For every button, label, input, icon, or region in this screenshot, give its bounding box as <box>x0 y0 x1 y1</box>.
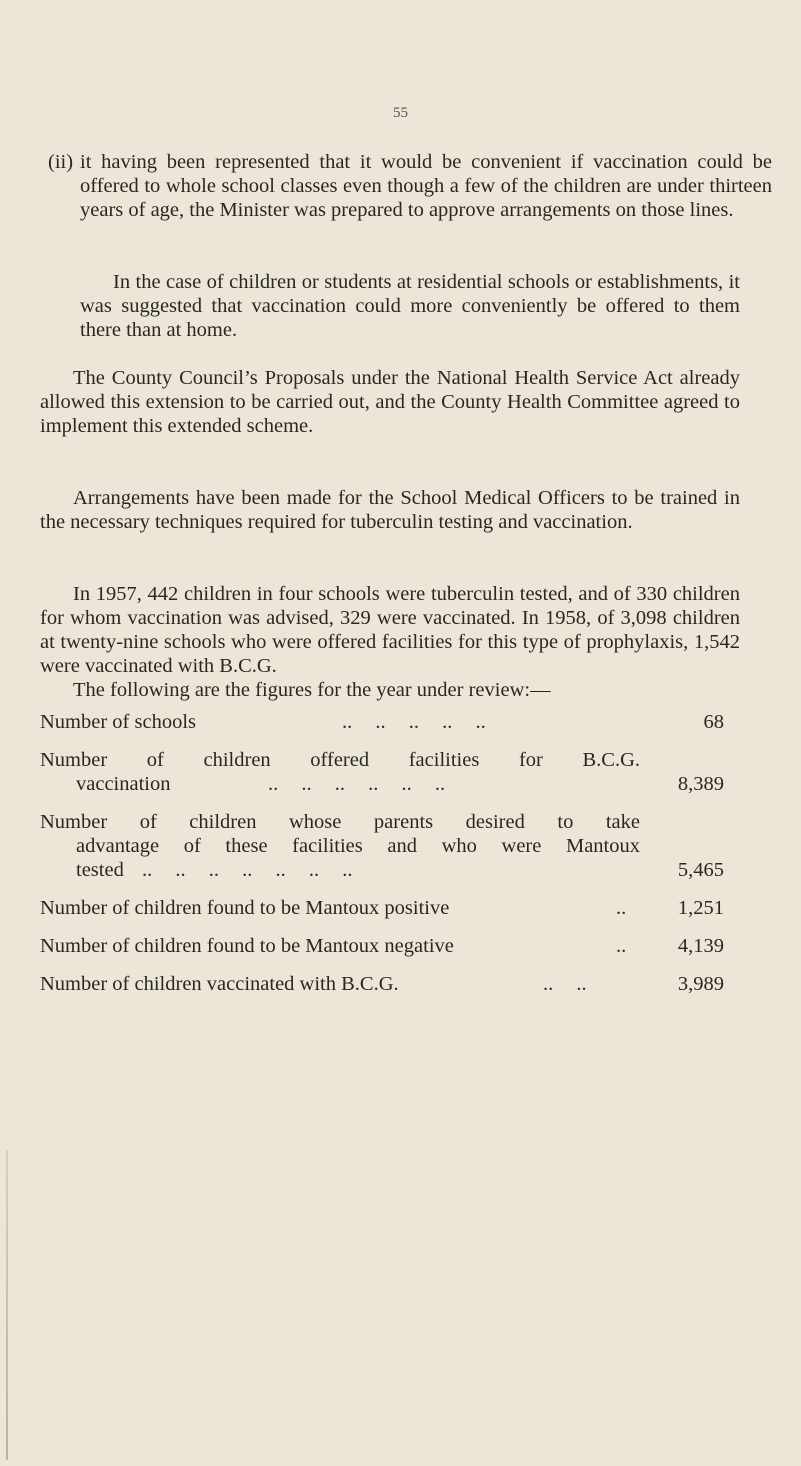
figure-value: 8,389 <box>677 773 724 795</box>
paragraph-history: In 1957, 442 children in four schools were tuberculin tested, and of 330 children for whom vaccination was advised, 329 were vaccinated. In 1958, of 3,098 children at twenty-nine schools who were offered facilities for this type of prophylaxis, 1,542 were vaccinated with B.C.G. <box>40 583 740 677</box>
item-marker: (ii) <box>48 151 74 173</box>
figure-label: Number of children found to be Mantoux negative <box>40 935 454 957</box>
page-edge-shadow <box>6 1150 8 1460</box>
paragraph-item-ii <box>48 150 772 222</box>
dot-leaders: .. .. .. .. .. <box>342 711 486 733</box>
figure-label: Number of schools <box>40 711 197 733</box>
figure-label-line2: vaccination <box>76 773 171 795</box>
figure-label-line3: tested <box>76 859 124 881</box>
paragraph-arrangements: Arrangements have been made for the School Medical Officers to be trained in the necessary techniques required for tuberculin testing and vaccination. <box>40 487 740 533</box>
figure-value: 3,989 <box>677 973 724 995</box>
dot-leaders: .. .. <box>543 973 587 995</box>
figure-label: Number of children found to be Mantoux positive <box>40 897 450 919</box>
figure-value: 5,465 <box>677 859 724 881</box>
dot-leaders: .. <box>616 935 627 957</box>
figure-label-line1: Number of children offered facilities for B.C.G. <box>40 749 640 771</box>
dot-leaders: .. <box>616 897 627 919</box>
paragraph-figures-intro: The following are the figures for the year under review:— <box>73 679 551 701</box>
paragraph-residential: In the case of children or students at residential schools or establishments, it was suggested that vaccination could more conveniently be offered to them there than at home. <box>80 271 740 341</box>
figure-label: Number of children vaccinated with B.C.G. <box>40 973 399 995</box>
figure-value: 68 <box>703 711 724 733</box>
figure-label-line2: advantage of these facilities and who were Mantoux <box>76 835 640 857</box>
item-ii-text: it having been represented that it would be convenient if vaccination could be offered to whole school classes even though a few of the children are under thirteen years of age, the Minister was prepared to approve arrangements on those lines. <box>80 151 772 221</box>
figure-label-line1: Number of children whose parents desired to take <box>40 811 640 833</box>
dot-leaders: .. .. .. .. .. .. .. <box>142 859 353 881</box>
dot-leaders: .. .. .. .. .. .. <box>268 773 446 795</box>
paragraph-county-council: The County Council’s Proposals under the National Health Service Act already allowed this extension to be carried out, and the County Health Committee agreed to implement this extended scheme. <box>40 367 740 437</box>
page-number: 55 <box>393 105 408 121</box>
figure-value: 1,251 <box>677 897 724 919</box>
figure-value: 4,139 <box>677 935 724 957</box>
